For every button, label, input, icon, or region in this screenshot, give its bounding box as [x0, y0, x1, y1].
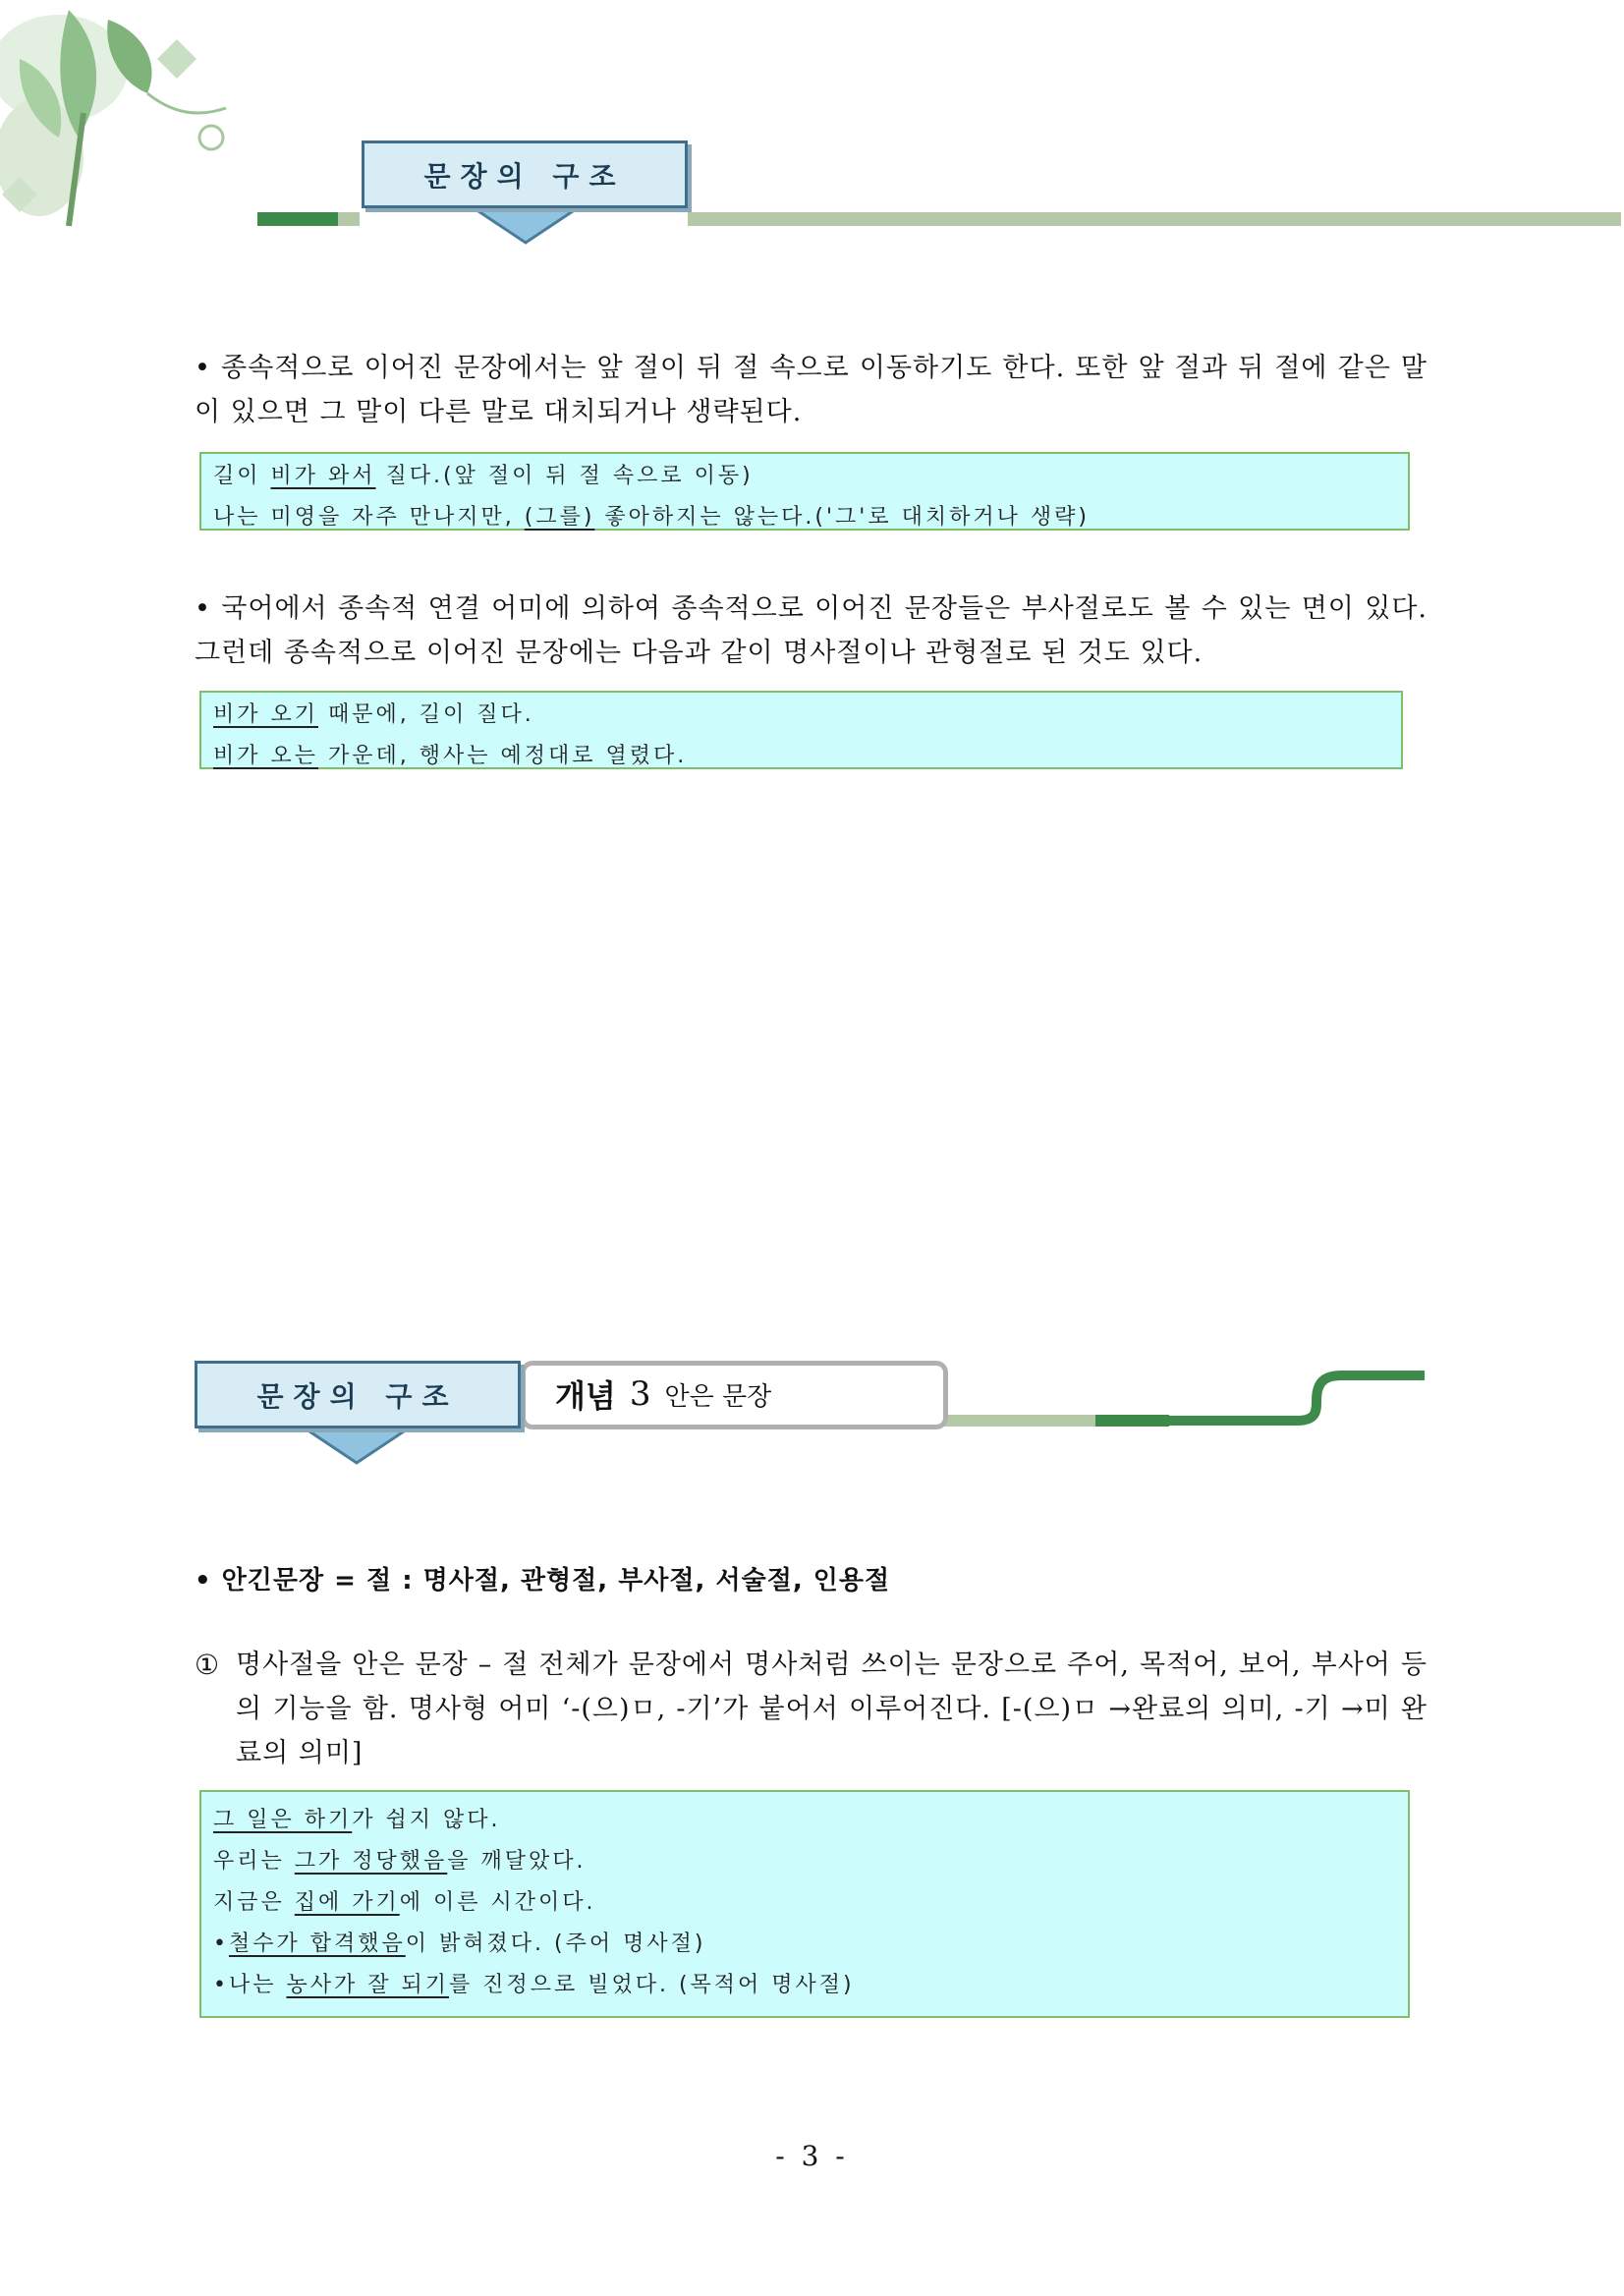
example-line: 비가 오기 때문에, 길이 질다.	[213, 702, 534, 727]
example-line: 그 일은 하기가 쉽지 않다.	[213, 1808, 501, 1832]
example-line: 비가 오는 가운데, 행사는 예정대로 열렸다.	[213, 744, 688, 768]
example-box	[199, 452, 1410, 531]
section-label	[362, 140, 688, 208]
section-label-text: 문장의 구조	[256, 1379, 459, 1413]
item-text: 명사절을 안은 문장 – 절 전체가 문장에서 명사처럼 쓰이는 문장으로 주어, 목적어, 보어, 부사어 등의 기능을 함. 명사형 어미 ‘-(으)ㅁ, -기’가 붙어서 이루어진다. [-(으)ㅁ →완료의 의미, -기 →미 완료의 의미]	[236, 1650, 1428, 1768]
header-bar-light	[338, 212, 360, 226]
example-line: •나는 농사가 잘 되기를 진정으로 빌었다. (목적어 명사절)	[213, 1973, 855, 1997]
item-marker: ①	[195, 1649, 220, 1681]
paragraph: • 종속적으로 이어진 문장에서는 앞 절이 뒤 절 속으로 이동하기도 한다. 또한 앞 절과 뒤 절에 같은 말이 있으면 그 말이 다른 말로 대치되거나 생략된다.	[195, 353, 1428, 427]
concept-word: 개념	[555, 1377, 616, 1415]
example-line: •철수가 합격했음이 밝혀졌다. (주어 명사절)	[213, 1932, 706, 1956]
section-label-text: 문장의 구조	[423, 159, 626, 193]
curve-decoration-icon	[1169, 1366, 1425, 1429]
header-bar-long	[688, 212, 1621, 226]
concept-bar-light	[938, 1415, 1095, 1427]
example-line: 길이 비가 와서 질다.(앞 절이 뒤 절 속으로 이동)	[213, 464, 754, 488]
example-box	[199, 1790, 1410, 2018]
concept-title	[555, 1369, 771, 1420]
header-bar-dark	[257, 212, 338, 226]
section-label	[195, 1361, 521, 1428]
example-box	[199, 691, 1403, 769]
concept-title-text: 안은 문장	[664, 1381, 772, 1412]
example-line: 우리는 그가 정당했음을 깨달았다.	[213, 1849, 587, 1874]
example-line: 지금은 집에 가기에 이른 시간이다.	[213, 1890, 596, 1915]
example-line: 나는 미영을 자주 만나지만, (그를) 좋아하지는 않는다.('그'로 대치하거나 생략)	[213, 505, 1090, 530]
concept-bar-dark	[1095, 1415, 1169, 1427]
leaf-decoration-icon	[0, 0, 255, 231]
concept-number: 3	[629, 1374, 651, 1414]
page-number: - 3 -	[775, 2140, 849, 2172]
paragraph: • 국어에서 종속적 연결 어미에 의하여 종속적으로 이어진 문장들은 부사절로도 볼 수 있는 면이 있다. 그런데 종속적으로 이어진 문장에는 다음과 같이 명사절이나 관형절로 된 것도 있다.	[195, 593, 1428, 668]
summary-line: • 안긴문장 = 절 : 명사절, 관형절, 부사절, 서술절, 인용절	[195, 1566, 891, 1596]
list-item	[195, 1643, 1428, 1775]
